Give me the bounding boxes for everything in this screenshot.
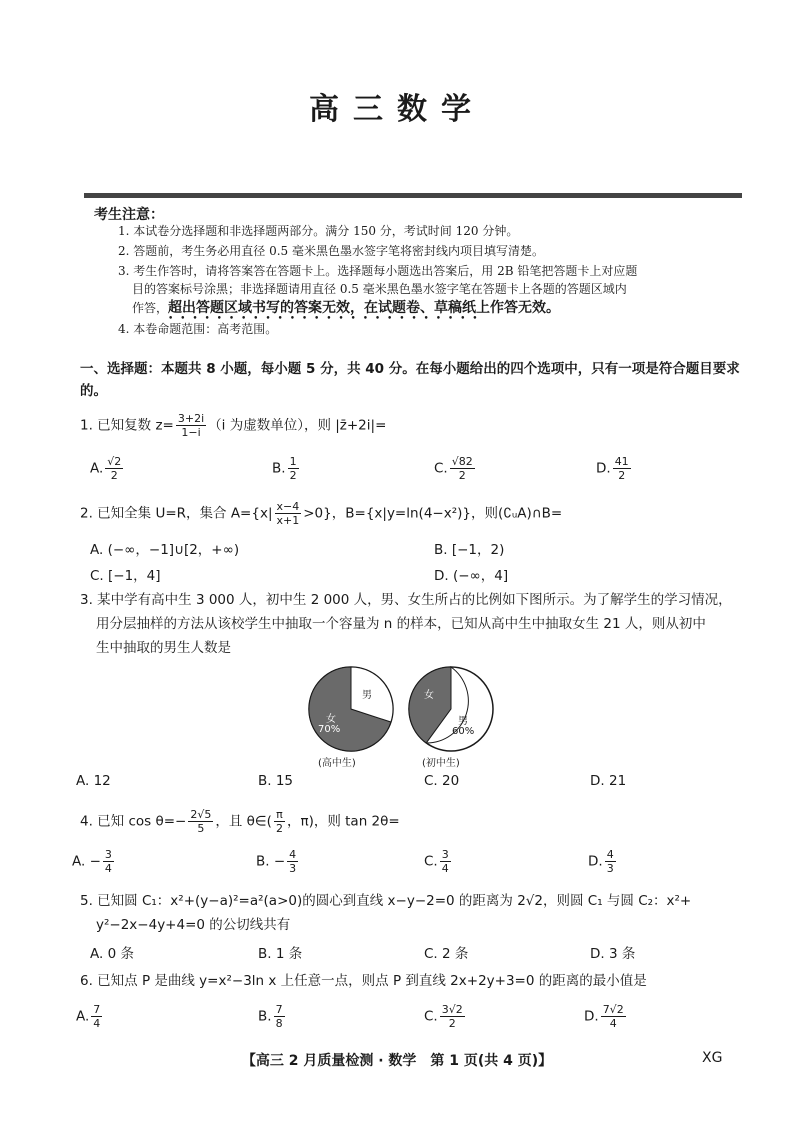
- q1-option-b[interactable]: [272, 455, 301, 482]
- q1-option-d[interactable]: [596, 455, 633, 482]
- q4-a-den: 4: [104, 862, 112, 875]
- q5-option-d[interactable]: D. 3 条: [590, 946, 636, 962]
- q1-a-label: A.: [90, 460, 104, 477]
- pie2-male-pct: 60%: [452, 726, 475, 737]
- q1-frac-num: 3+2i: [177, 412, 205, 425]
- q6-d-label: D.: [584, 1008, 599, 1025]
- q4-option-b[interactable]: [256, 848, 300, 875]
- q6-c-label: C.: [424, 1008, 438, 1025]
- q6-a-frac: [91, 1003, 102, 1030]
- q1-c-label: C.: [434, 460, 448, 477]
- q4-c-num: 3: [441, 848, 449, 861]
- q2-option-b[interactable]: B. [−1，2): [434, 542, 505, 558]
- question-4-stem: [80, 808, 400, 835]
- question-1-stem: [80, 412, 386, 439]
- question-6-stem: 6. 已知点 P 是曲线 y=x²−3ln x 上任意一点，则点 P 到直线 2x+2y+3=0 的距离的最小值是: [80, 973, 647, 989]
- q6-option-b[interactable]: [258, 1003, 287, 1030]
- q4-b-label: B. −: [256, 853, 286, 870]
- q4-option-c[interactable]: [424, 848, 453, 875]
- page-title: 高三数学: [309, 92, 485, 127]
- question-5-line-2: y²−2x−4y+4=0 的公切线共有: [96, 917, 291, 933]
- pie1-female-pct: 70%: [318, 724, 341, 735]
- q6-a-den: 4: [93, 1017, 101, 1030]
- q1-option-c[interactable]: [434, 455, 477, 482]
- pie2-male-label: 男: [458, 716, 468, 727]
- q6-option-c[interactable]: [424, 1003, 467, 1030]
- q6-b-den: 8: [275, 1017, 283, 1030]
- question-3-line-2: 用分层抽样的方法从该校学生中抽取一个容量为 n 的样本，已知从高中生中抽取女生 21 人，则从初中: [96, 616, 706, 632]
- q5-option-c[interactable]: C. 2 条: [424, 946, 469, 962]
- q4-frac-num: 2√5: [190, 808, 212, 821]
- q1-d-den: 2: [618, 469, 626, 482]
- q4-a-label: A. −: [72, 853, 101, 870]
- q1-a-frac: [105, 455, 123, 482]
- q4-stem-a: 4. 已知 cos θ=−: [80, 813, 187, 830]
- q1-fraction: [176, 412, 206, 439]
- q2-option-c[interactable]: C. [−1，4]: [90, 568, 161, 584]
- q1-b-den: 2: [289, 469, 297, 482]
- q3-option-b[interactable]: B. 15: [258, 773, 294, 789]
- section-heading: 一、选择题：本题共 8 小题，每小题 5 分，共 40 分。在每小题给出的四个选项中，只有一项是符合题目要求的。: [80, 361, 740, 399]
- notice-item-3: 3. 考生作答时，请将答案答在答题卡上。选择题每小题选出答案后，用 2B 铅笔把答题卡上对应题: [118, 264, 638, 278]
- q1-c-den: 2: [458, 469, 466, 482]
- pie1-female-label: 女: [326, 714, 336, 725]
- q6-c-num: 3√2: [441, 1003, 463, 1016]
- q1-frac-den: 1−i: [181, 426, 201, 439]
- q4-stem-c: ，π)，则 tan 2θ=: [286, 813, 400, 830]
- q4-b-num: 4: [289, 848, 297, 861]
- q5-option-b[interactable]: B. 1 条: [258, 946, 303, 962]
- question-3-line-3: 生中抽取的男生人数是: [96, 640, 231, 656]
- q4-d-label: D.: [588, 853, 603, 870]
- notice-heading: 考生注意：: [94, 207, 164, 223]
- q6-b-frac: [274, 1003, 285, 1030]
- pie1-male-label: 男: [362, 690, 372, 701]
- q1-d-num: 41: [614, 455, 629, 468]
- notice-item-3-cont: 目的答案标号涂黑；非选择题请用直径 0.5 毫米黑色墨水签字笔在答题卡上各题的答题区域内: [132, 282, 627, 296]
- emphasis-dots: • • • • • • • • • • • • • • • • • • • • • • • • • •: [168, 314, 480, 324]
- q1-stem-b: （i 为虚数单位），则 |z̄+2i|=: [208, 417, 387, 434]
- q6-b-num: 7: [275, 1003, 283, 1016]
- q4-pi-den: 2: [275, 822, 283, 835]
- q4-d-num: 4: [606, 848, 614, 861]
- q3-option-a[interactable]: A. 12: [76, 773, 111, 789]
- q6-b-label: B.: [258, 1008, 272, 1025]
- q2-frac-den: x+1: [276, 514, 300, 527]
- q5-option-a[interactable]: A. 0 条: [90, 946, 134, 962]
- pie2-female-label: 女: [424, 690, 434, 701]
- pie-chart-middle-school: [406, 664, 496, 754]
- pie1-caption: (高中生): [318, 758, 356, 769]
- q6-d-num: 7√2: [602, 1003, 624, 1016]
- q2-stem-a: 2. 已知全集 U=R，集合 A={x|: [80, 505, 273, 522]
- q4-b-frac: [287, 848, 298, 875]
- q2-option-d[interactable]: D. (−∞，4]: [434, 568, 509, 584]
- pie2-caption: (初中生): [422, 758, 460, 769]
- q1-c-frac: [450, 455, 475, 482]
- q4-c-den: 4: [441, 862, 449, 875]
- q2-frac-num: x−4: [276, 500, 300, 513]
- q4-d-den: 3: [606, 862, 614, 875]
- notice-answer-prefix: 作答，: [132, 301, 169, 315]
- q1-stem-a: 1. 已知复数 z=: [80, 417, 174, 434]
- question-5-line-1: 5. 已知圆 C₁：x²+(y−a)²=a²(a>0)的圆心到直线 x−y−2=0 的距离为 2√2，则圆 C₁ 与圆 C₂：x²+: [80, 893, 692, 909]
- notice-emphasis: 超出答题区域书写的答案无效，在试题卷、草稿纸上作答无效。: [168, 300, 561, 316]
- page-footer: 【高三 2 月质量检测 · 数学 第 1 页(共 4 页)】: [241, 1053, 553, 1069]
- q6-d-den: 4: [609, 1017, 617, 1030]
- q4-c-frac: [440, 848, 451, 875]
- question-3-line-1: 3. 某中学有高中生 3 000 人，初中生 2 000 人，男、女生所占的比例如下图所示。为了解学生的学习情况，: [80, 592, 732, 608]
- pie-chart-high-school: [306, 664, 396, 754]
- header-divider: [84, 193, 742, 198]
- q2-fraction: [275, 500, 302, 527]
- notice-item-1: 1. 本试卷分选择题和非选择题两部分。满分 150 分，考试时间 120 分钟。: [118, 224, 519, 238]
- q3-option-d[interactable]: D. 21: [590, 773, 627, 789]
- q1-d-frac: [613, 455, 631, 482]
- q1-b-label: B.: [272, 460, 286, 477]
- notice-item-2: 2. 答题前，考生务必用直径 0.5 毫米黑色墨水签字笔将密封线内项目填写清楚。: [118, 244, 544, 258]
- q4-c-label: C.: [424, 853, 438, 870]
- q1-a-num: √2: [107, 455, 122, 468]
- q6-option-d[interactable]: [584, 1003, 628, 1030]
- q4-a-num: 3: [104, 848, 112, 861]
- q4-pi-num: π: [274, 808, 285, 822]
- q1-c-num: √82: [451, 455, 473, 468]
- q4-pi-fraction: [274, 808, 285, 835]
- q4-d-frac: [605, 848, 616, 875]
- q4-stem-b: ，且 θ∈(: [215, 813, 272, 830]
- q1-b-num: 1: [289, 455, 297, 468]
- q4-fraction: [188, 808, 213, 835]
- q4-frac-den: 5: [197, 822, 205, 835]
- q2-option-a[interactable]: A. (−∞，−1]∪[2，+∞): [90, 542, 240, 558]
- footer-code: XG: [702, 1050, 723, 1066]
- q6-a-label: A.: [76, 1008, 90, 1025]
- question-2-stem: [80, 500, 562, 527]
- q4-option-a[interactable]: [72, 848, 116, 875]
- q1-a-den: 2: [110, 469, 118, 482]
- notice-item-4: 4. 本卷命题范围：高考范围。: [118, 322, 278, 336]
- q6-option-a[interactable]: [76, 1003, 104, 1030]
- q4-b-den: 3: [289, 862, 297, 875]
- q6-c-den: 2: [448, 1017, 456, 1030]
- q2-stem-b: >0}，B={x|y=ln(4−x²)}，则(∁ᵤA)∩B=: [303, 505, 563, 522]
- q1-d-label: D.: [596, 460, 611, 477]
- q6-c-frac: [440, 1003, 465, 1030]
- q4-a-frac: [103, 848, 114, 875]
- q3-option-c[interactable]: C. 20: [424, 773, 460, 789]
- q6-d-frac: [601, 1003, 626, 1030]
- q1-b-frac: [288, 455, 299, 482]
- q1-option-a[interactable]: [90, 455, 125, 482]
- q6-a-num: 7: [93, 1003, 101, 1016]
- q4-option-d[interactable]: [588, 848, 618, 875]
